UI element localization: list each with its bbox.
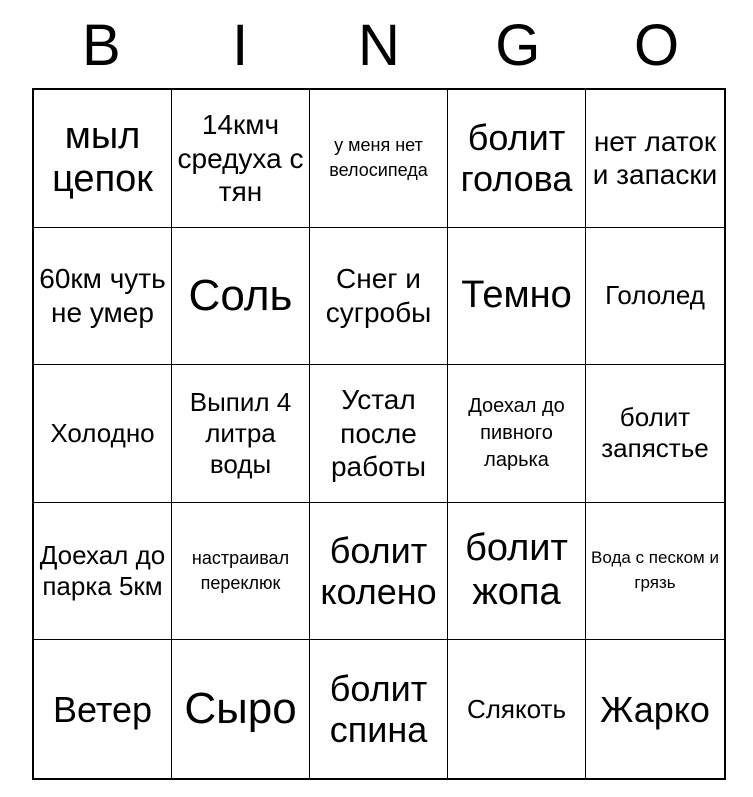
cell-label: Доехал до парка 5км (39, 539, 166, 602)
bingo-cell[interactable] (172, 640, 310, 778)
bingo-cell[interactable] (586, 503, 724, 641)
cell-label: болит жопа (465, 527, 568, 614)
bingo-cell[interactable] (448, 228, 586, 366)
cell-label: Слякоть (466, 693, 567, 724)
bingo-cell[interactable] (34, 503, 172, 641)
cell-label: 60км чуть не умер (39, 263, 166, 328)
cell-label: Гололед (605, 280, 705, 311)
bingo-cell[interactable] (172, 90, 310, 228)
cell-label: болит спина (329, 667, 428, 751)
cell-label: нет латок и запаски (592, 125, 718, 191)
cell-label: Холодно (50, 417, 155, 448)
cell-label: Темно (461, 274, 572, 317)
bingo-board (32, 88, 726, 780)
bingo-cell[interactable] (34, 228, 172, 366)
cell-label: Вода с песком и грязь (591, 548, 719, 593)
cell-label: Доехал до пивного ларька (468, 394, 565, 471)
bingo-cell[interactable] (310, 228, 448, 366)
bingo-cell[interactable] (586, 640, 724, 778)
header-letter-b: B (82, 13, 121, 78)
bingo-cell[interactable] (172, 503, 310, 641)
cell-label: Снег и сугробы (325, 263, 432, 328)
bingo-cell[interactable] (34, 365, 172, 503)
header-letter-n: N (358, 13, 400, 78)
cell-label: у меня нет велосипеда (329, 135, 428, 181)
bingo-cell[interactable] (310, 90, 448, 228)
bingo-cell[interactable] (34, 640, 172, 778)
bingo-cell[interactable] (448, 503, 586, 641)
header-letter-g: G (495, 13, 541, 78)
bingo-cell[interactable] (586, 228, 724, 366)
cell-label: мыл цепок (52, 114, 153, 201)
cell-label: болит запястье (601, 402, 709, 464)
cell-label: настраивал переклюк (191, 547, 290, 594)
bingo-cell[interactable] (310, 365, 448, 503)
bingo-cell[interactable] (586, 365, 724, 503)
cell-label: Устал после работы (330, 384, 427, 483)
cell-label: болит колено (320, 529, 437, 613)
bingo-cell[interactable] (586, 90, 724, 228)
bingo-cell[interactable] (34, 90, 172, 228)
cell-label: Жарко (600, 688, 710, 730)
cell-label: болит голова (460, 116, 573, 200)
header-letter-i: I (232, 13, 249, 78)
cell-label: Соль (188, 270, 293, 320)
cell-label: Выпил 4 литра воды (189, 386, 292, 480)
bingo-cell[interactable] (172, 365, 310, 503)
bingo-cell[interactable] (310, 640, 448, 778)
bingo-cell[interactable] (448, 640, 586, 778)
header-letter-o: O (634, 13, 680, 78)
bingo-cell[interactable] (448, 365, 586, 503)
cell-label: 14кмч средуха с тян (177, 108, 304, 208)
bingo-cell[interactable] (310, 503, 448, 641)
bingo-cell[interactable] (172, 228, 310, 366)
cell-label: Ветер (53, 688, 152, 730)
cell-label: Сыро (184, 683, 297, 733)
bingo-cell[interactable] (448, 90, 586, 228)
bingo-header (32, 0, 726, 88)
